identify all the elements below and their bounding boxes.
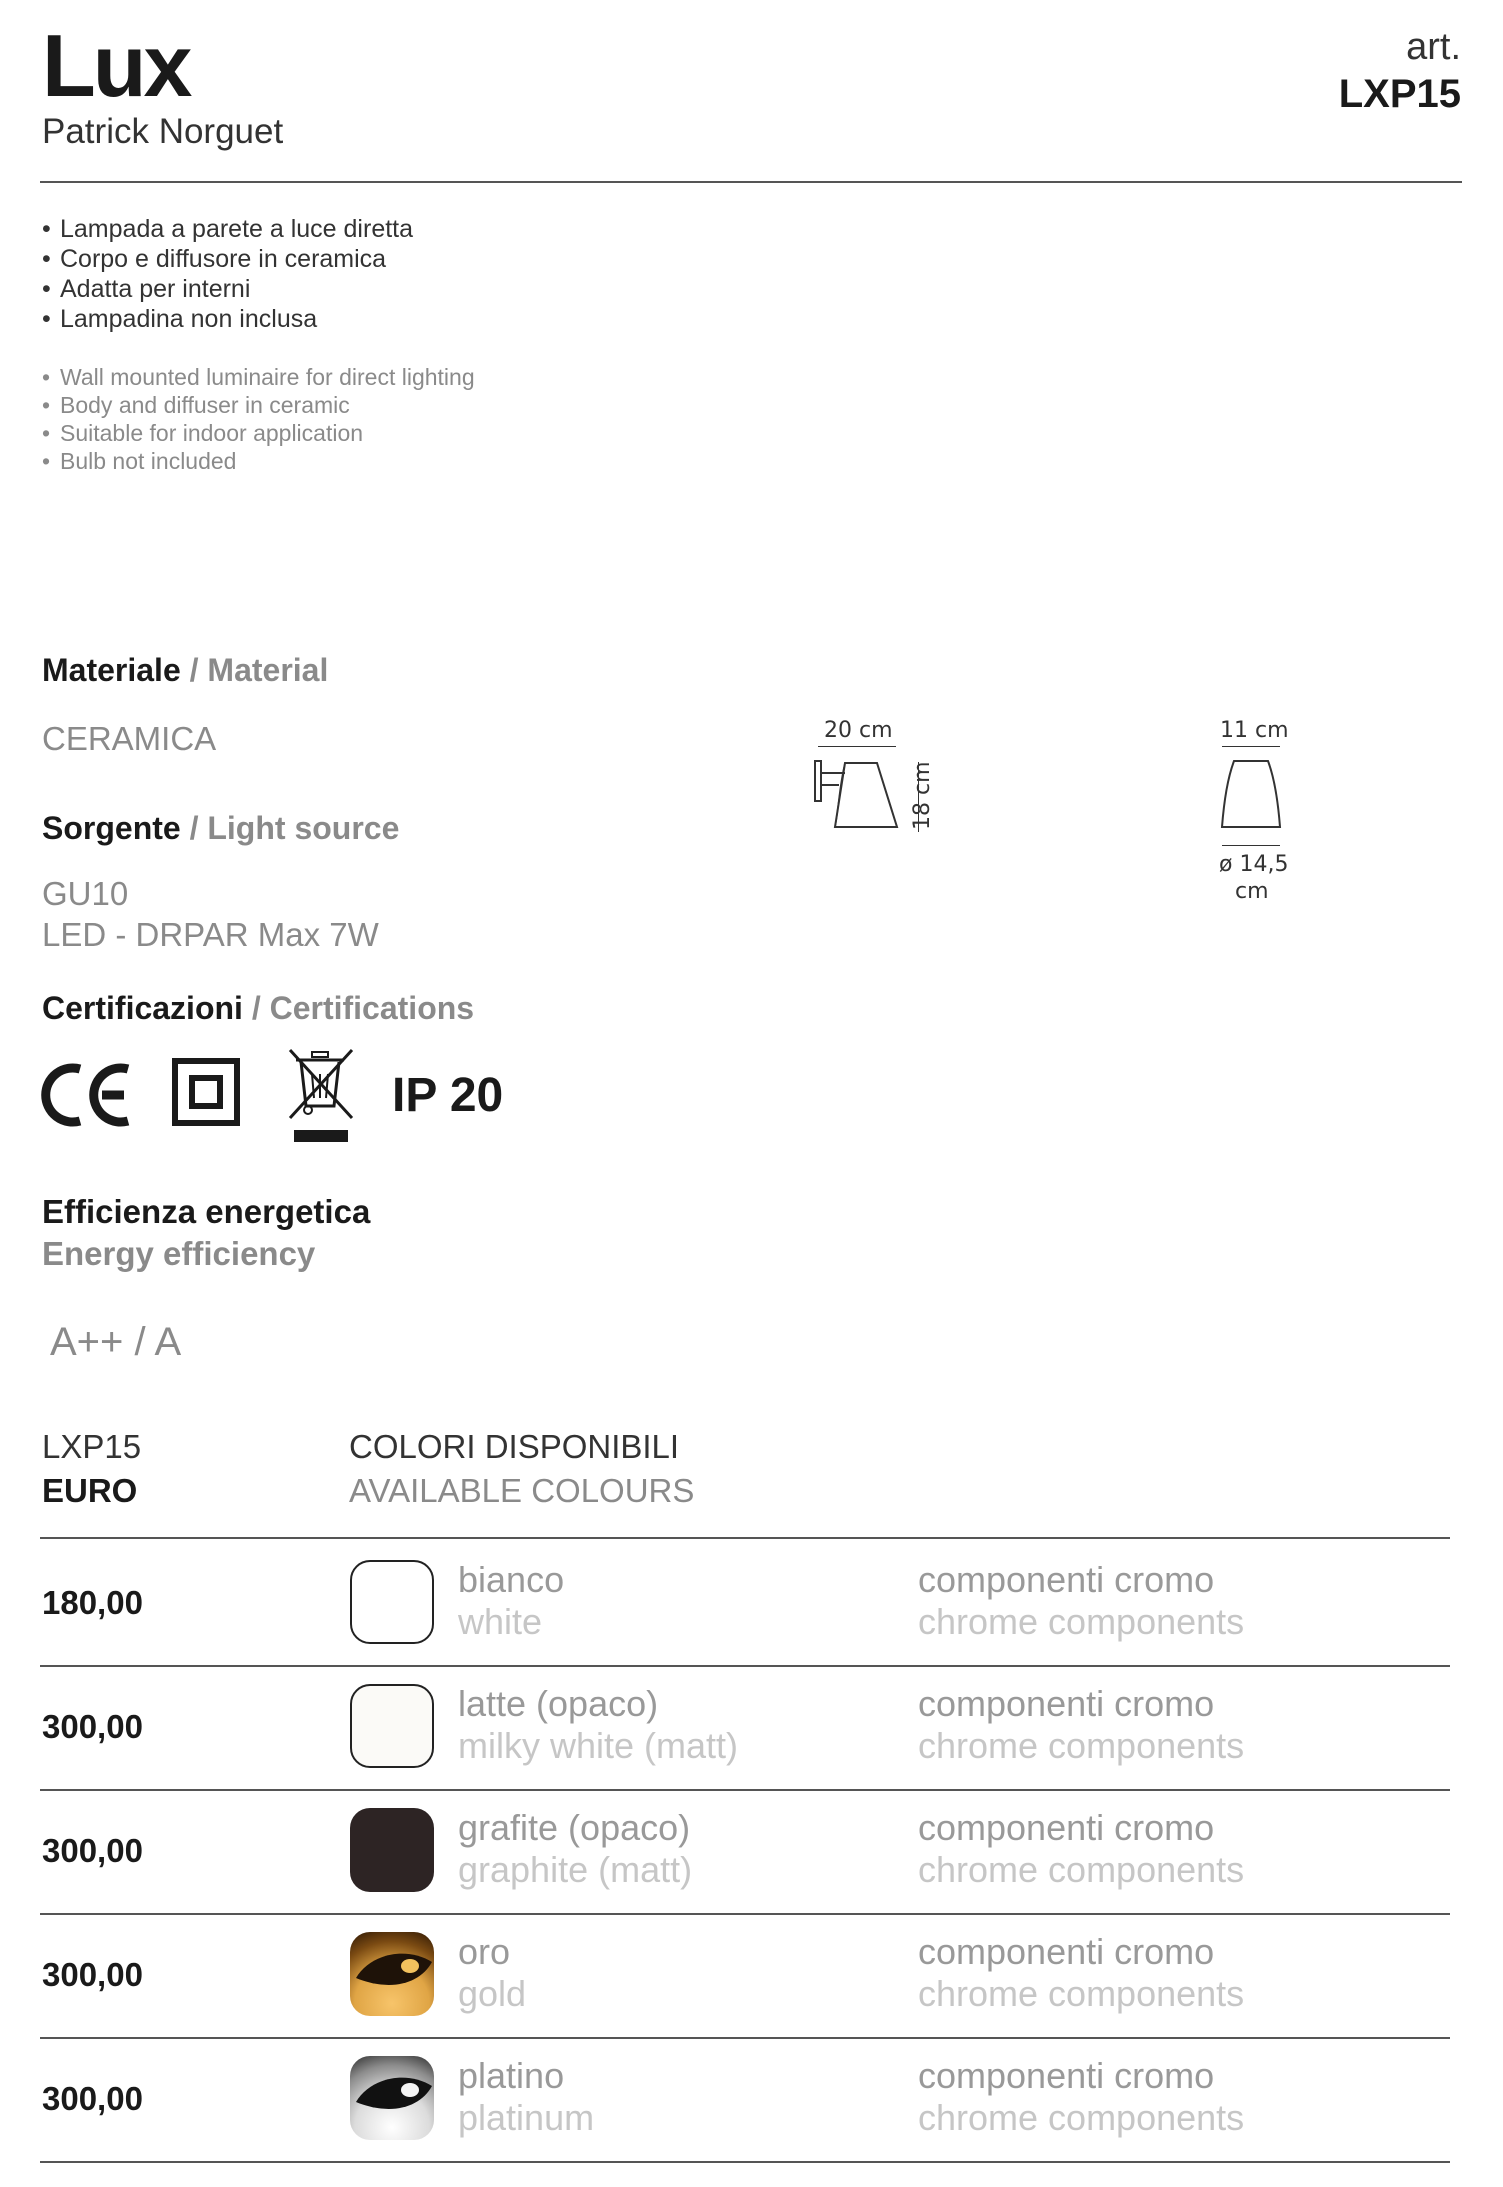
header-divider [40, 181, 1462, 183]
color-name-en: graphite (matt) [458, 1849, 693, 1890]
swatch-graphite [350, 1808, 434, 1892]
ip-rating: IP 20 [392, 1069, 504, 1122]
article-code: LXP15 [1338, 72, 1461, 116]
energy-class-value: A++ / A [50, 1320, 182, 1364]
class-ii-double-insulation-icon [172, 1058, 240, 1126]
table-colors-heading-it: COLORI DISPONIBILI [349, 1428, 680, 1465]
color-name-it: oro [458, 1931, 511, 1972]
table-row [40, 2037, 1450, 2161]
row-price: 300,00 [42, 2080, 143, 2117]
source-label-en: / Light source [189, 810, 400, 846]
components-it: componenti cromo [918, 1683, 1215, 1724]
feature-item: • Body and diffuser in ceramic [42, 391, 475, 419]
side-view-drawing [813, 757, 905, 833]
color-name-it: latte (opaco) [458, 1683, 659, 1724]
color-name-it: bianco [458, 1559, 565, 1600]
swatch-milky-white [350, 1684, 434, 1768]
color-name-en: white [458, 1601, 543, 1642]
article-label: art. [1406, 26, 1461, 68]
front-diameter-label: ø 14,5 [1219, 852, 1289, 877]
color-name-en: gold [458, 1973, 527, 2014]
components-en: chrome components [918, 1725, 1245, 1766]
front-diameter-line [1222, 845, 1280, 846]
front-width-line [1222, 746, 1280, 747]
cert-label-en: / Certifications [251, 990, 475, 1026]
color-name-en: platinum [458, 2097, 595, 2138]
components-it: componenti cromo [918, 2055, 1215, 2096]
components-en: chrome components [918, 1849, 1245, 1890]
table-article-code: LXP15 [42, 1428, 142, 1465]
weee-crossed-bin-icon [286, 1048, 356, 1144]
gold-reflection-icon [350, 1932, 434, 2016]
table-row [40, 1541, 1450, 1665]
material-label-it: Materiale [42, 652, 181, 688]
color-name-it: platino [458, 2055, 565, 2096]
energy-heading-it: Efficienza energetica [42, 1193, 371, 1230]
components-en: chrome components [918, 1601, 1245, 1642]
side-width-line [818, 746, 896, 747]
features-english [42, 363, 475, 475]
feature-item: • Lampada a parete a luce diretta [42, 214, 413, 244]
front-view-drawing [1218, 757, 1284, 833]
table-colors-heading-en: AVAILABLE COLOURS [349, 1472, 695, 1509]
color-name-en: milky white (matt) [458, 1725, 739, 1766]
material-value: CERAMICA [42, 720, 217, 757]
components-it: componenti cromo [918, 1931, 1215, 1972]
color-name-it: grafite (opaco) [458, 1807, 691, 1848]
side-width-label: 20 cm [824, 718, 893, 743]
front-width-label: 11 cm [1220, 718, 1289, 743]
source-socket: GU10 [42, 875, 129, 912]
components-en: chrome components [918, 1973, 1245, 2014]
features-italian [42, 214, 413, 334]
feature-item: • Lampadina non inclusa [42, 304, 413, 334]
certifications-heading [42, 990, 474, 1027]
swatch-white [350, 1560, 434, 1644]
source-label-it: Sorgente [42, 810, 181, 846]
table-row [40, 1913, 1450, 2037]
energy-heading-en: Energy efficiency [42, 1235, 316, 1272]
cert-label-it: Certificazioni [42, 990, 243, 1026]
row-price: 180,00 [42, 1584, 143, 1621]
side-height-label: 18 cm [910, 761, 935, 830]
product-title: Lux [42, 16, 190, 115]
source-led: LED - DRPAR Max 7W [42, 916, 379, 953]
feature-item: • Wall mounted luminaire for direct lighting [42, 363, 475, 391]
source-heading [42, 810, 399, 847]
table-currency: EURO [42, 1472, 138, 1509]
swatch-platinum [350, 2056, 434, 2140]
front-diameter-unit: cm [1235, 879, 1269, 904]
components-en: chrome components [918, 2097, 1245, 2138]
designer-name: Patrick Norguet [42, 112, 284, 151]
row-price: 300,00 [42, 1708, 143, 1745]
feature-item: • Bulb not included [42, 447, 475, 475]
row-price: 300,00 [42, 1956, 143, 1993]
table-row [40, 1665, 1450, 1789]
platinum-reflection-icon [350, 2056, 434, 2140]
table-header-divider [40, 1537, 1450, 1539]
ce-mark-icon [40, 1055, 136, 1135]
components-it: componenti cromo [918, 1559, 1215, 1600]
feature-item: • Suitable for indoor application [42, 419, 475, 447]
material-heading [42, 652, 328, 689]
swatch-gold [350, 1932, 434, 2016]
row-price: 300,00 [42, 1832, 143, 1869]
components-it: componenti cromo [918, 1807, 1215, 1848]
feature-item: • Corpo e diffusore in ceramica [42, 244, 413, 274]
material-label-en: / Material [189, 652, 329, 688]
feature-item: • Adatta per interni [42, 274, 413, 304]
row-divider [40, 2161, 1450, 2163]
table-row [40, 1789, 1450, 1913]
source-value [42, 873, 379, 955]
